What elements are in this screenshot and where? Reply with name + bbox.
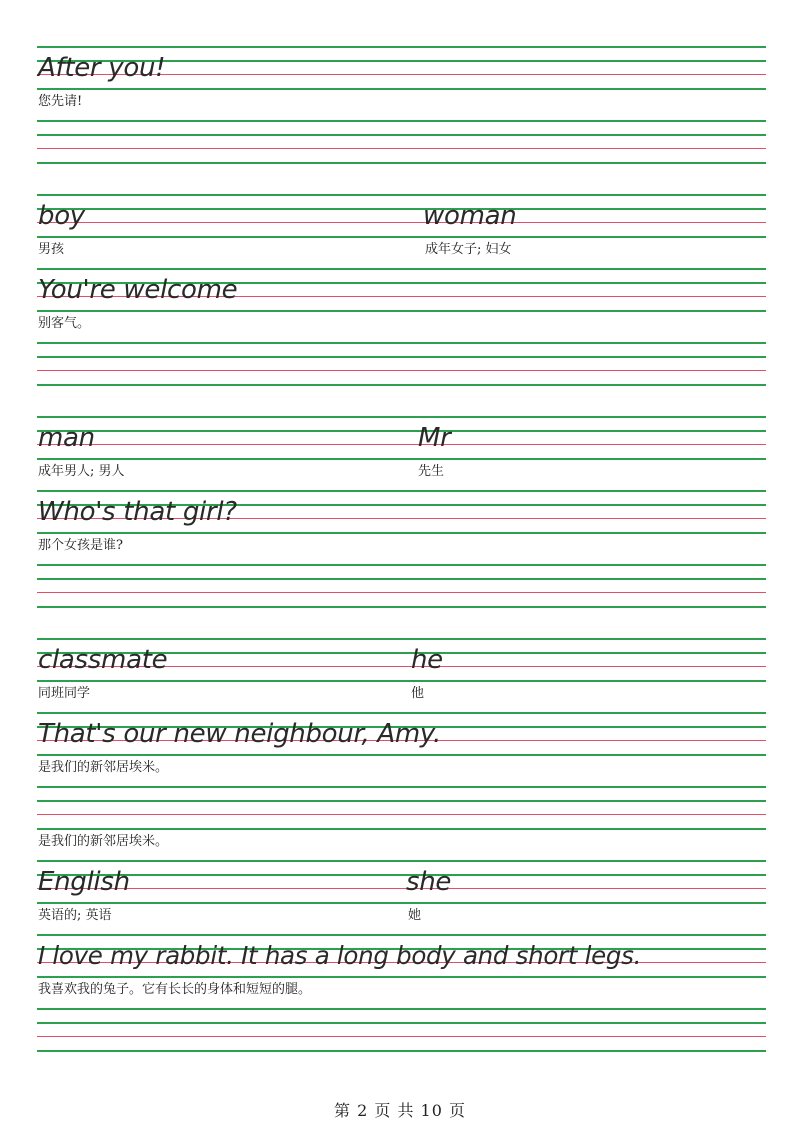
guide-line	[37, 458, 766, 460]
guide-line	[37, 1008, 766, 1010]
guide-line	[37, 490, 766, 492]
chinese-translation: 是我们的新邻居埃米。	[38, 760, 169, 775]
guide-line	[37, 888, 766, 889]
guide-line	[37, 356, 766, 358]
guide-line	[37, 194, 766, 196]
english-phrase: You're welcome	[38, 275, 238, 305]
chinese-translation-repeat: 是我们的新邻居埃米。	[38, 834, 169, 849]
guide-line	[37, 310, 766, 312]
chinese-translation: 您先请!	[38, 94, 83, 109]
english-phrase: Who's that girl?	[38, 497, 237, 527]
chinese-translation: 别客气。	[38, 316, 91, 331]
chinese-translation: 那个女孩是谁?	[38, 538, 123, 553]
english-phrase: That's our new neighbour, Amy.	[38, 719, 441, 749]
guide-line	[37, 786, 766, 788]
guide-line	[37, 208, 766, 210]
guide-line	[37, 342, 766, 344]
chinese-translation: 他	[411, 686, 425, 701]
guide-line	[37, 564, 766, 566]
guide-line	[37, 712, 766, 714]
english-phrase: I love my rabbit. It has a long body and short legs.	[38, 941, 642, 970]
guide-line	[37, 1022, 766, 1024]
guide-line	[37, 800, 766, 802]
chinese-translation: 同班同学	[38, 686, 91, 701]
english-word: she	[406, 867, 452, 897]
guide-line	[37, 222, 766, 223]
page-number: 第 2 页 共 10 页	[334, 1101, 466, 1120]
guide-line	[37, 874, 766, 876]
guide-line	[37, 860, 766, 862]
guide-line	[37, 680, 766, 682]
guide-line	[37, 384, 766, 386]
guide-line	[37, 134, 766, 136]
english-phrase: After you!	[38, 53, 166, 83]
english-word: English	[38, 867, 130, 897]
chinese-translation: 她	[408, 908, 422, 923]
guide-line	[37, 902, 766, 904]
guide-line	[37, 814, 766, 815]
chinese-translation: 英语的; 英语	[38, 908, 112, 923]
guide-line	[37, 976, 766, 978]
english-word: boy	[38, 201, 85, 231]
guide-line	[37, 578, 766, 580]
guide-line	[37, 370, 766, 371]
guide-line	[37, 532, 766, 534]
guide-line	[37, 236, 766, 238]
guide-line	[37, 148, 766, 149]
guide-line	[37, 268, 766, 270]
guide-line	[37, 430, 766, 432]
english-word: woman	[423, 201, 517, 231]
guide-line	[37, 1050, 766, 1052]
english-word: classmate	[38, 645, 168, 675]
guide-line	[37, 606, 766, 608]
guide-line	[37, 754, 766, 756]
guide-line	[37, 162, 766, 164]
guide-line	[37, 120, 766, 122]
guide-line	[37, 88, 766, 90]
guide-line	[37, 46, 766, 48]
guide-line	[37, 638, 766, 640]
chinese-translation: 男孩	[38, 242, 65, 257]
guide-line	[37, 828, 766, 830]
english-word: man	[38, 423, 95, 453]
chinese-translation: 我喜欢我的兔子。它有长长的身体和短短的腿。	[38, 982, 312, 997]
guide-line	[37, 592, 766, 593]
chinese-translation: 成年男人; 男人	[38, 464, 125, 479]
english-word: Mr	[418, 423, 451, 453]
guide-line	[37, 1036, 766, 1037]
chinese-translation: 成年女子; 妇女	[425, 242, 512, 257]
chinese-translation: 先生	[418, 464, 445, 479]
guide-line	[37, 934, 766, 936]
guide-line	[37, 416, 766, 418]
guide-line	[37, 444, 766, 445]
english-word: he	[411, 645, 443, 675]
